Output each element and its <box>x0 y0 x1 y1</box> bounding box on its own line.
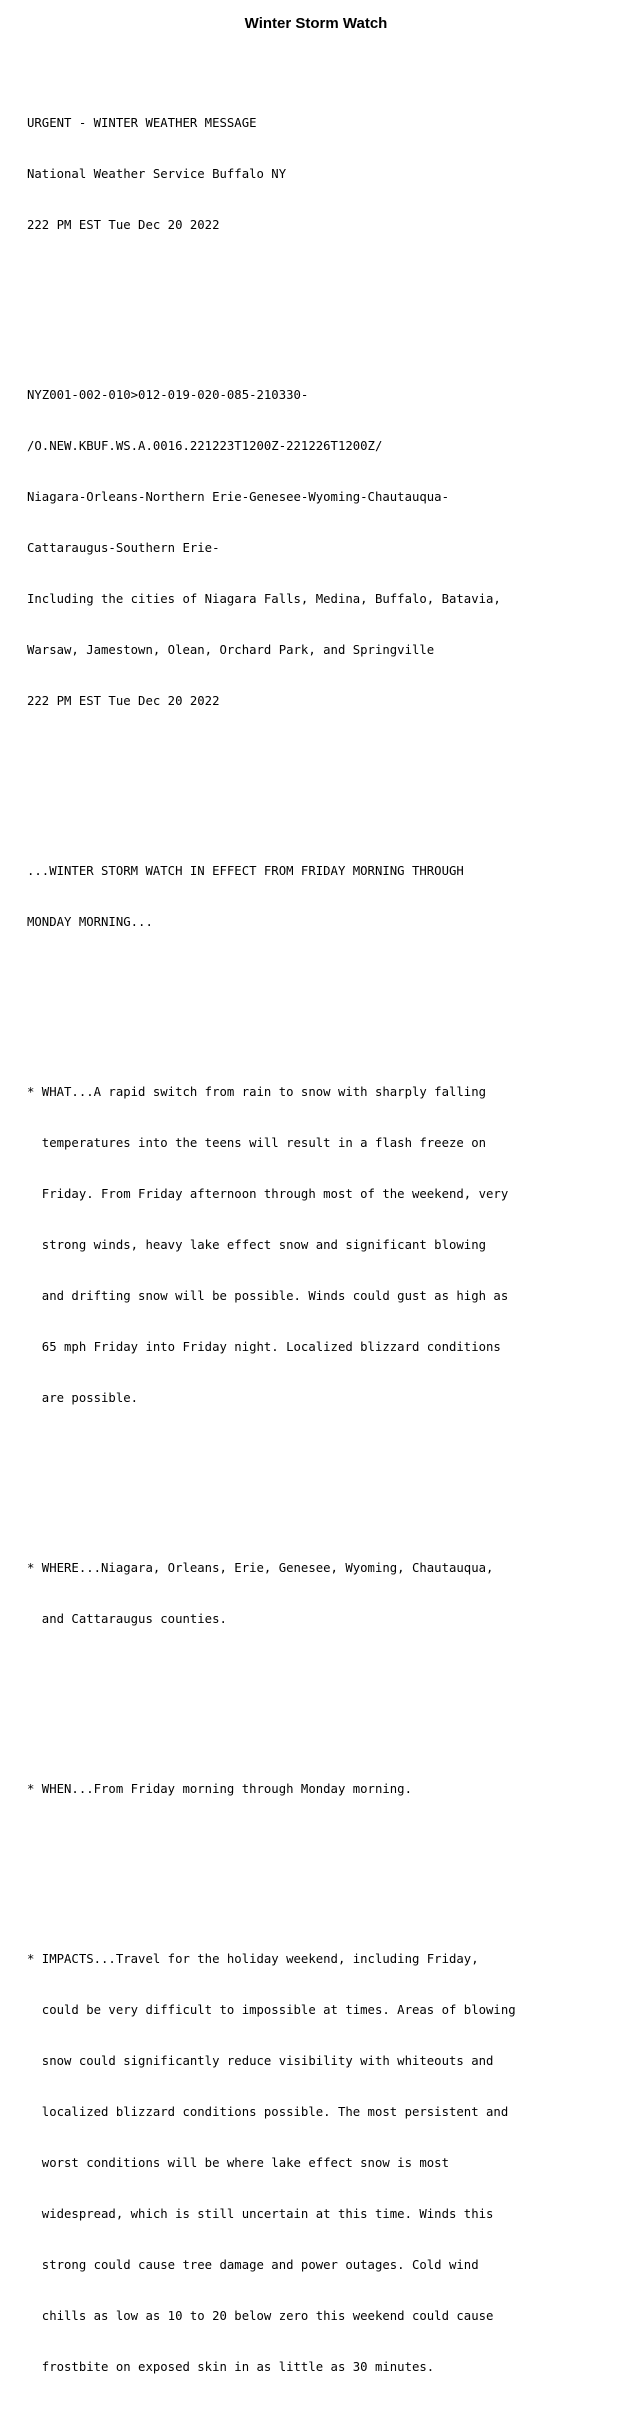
impacts-line: snow could significantly reduce visibility with whiteouts and <box>27 2054 494 2068</box>
zone-names-line: Niagara-Orleans-Northern Erie-Genesee-Wyoming-Chautauqua- <box>27 490 449 504</box>
bulletin-text <box>27 47 516 2427</box>
issuing-office-line: National Weather Service Buffalo NY <box>27 167 287 181</box>
when-section <box>27 1747 516 1832</box>
headline-line: MONDAY MORNING... <box>27 915 153 929</box>
what-line: 65 mph Friday into Friday night. Localized blizzard conditions <box>27 1340 501 1354</box>
zone-time-line: 222 PM EST Tue Dec 20 2022 <box>27 694 220 708</box>
spacer <box>27 1866 516 1883</box>
impacts-line: localized blizzard conditions possible. The most persistent and <box>27 2105 509 2119</box>
where-line: and Cattaraugus counties. <box>27 1612 227 1626</box>
impacts-line: strong could cause tree damage and power outages. Cold wind <box>27 2258 479 2272</box>
headline-line: ...WINTER STORM WATCH IN EFFECT FROM FRIDAY MORNING THROUGH <box>27 864 464 878</box>
where-section <box>27 1526 516 1662</box>
what-line: * WHAT...A rapid switch from rain to snow with sharply falling <box>27 1085 487 1099</box>
impacts-line: chills as low as 10 to 20 below zero this weekend could cause <box>27 2309 494 2323</box>
what-line: are possible. <box>27 1391 139 1405</box>
what-line: temperatures into the teens will result in a flash freeze on <box>27 1136 487 1150</box>
impacts-line: * IMPACTS...Travel for the holiday weekend, including Friday, <box>27 1952 479 1966</box>
where-line: * WHERE...Niagara, Orleans, Erie, Genesee, Wyoming, Chautauqua, <box>27 1561 494 1575</box>
spacer <box>27 302 516 319</box>
issue-time-line: 222 PM EST Tue Dec 20 2022 <box>27 218 220 232</box>
impacts-section <box>27 1917 516 2410</box>
message-type-line: URGENT - WINTER WEATHER MESSAGE <box>27 116 257 130</box>
zone-names-line: Cattaraugus-Southern Erie- <box>27 541 220 555</box>
headline-block <box>27 829 516 965</box>
what-line: strong winds, heavy lake effect snow and significant blowing <box>27 1238 487 1252</box>
impacts-line: worst conditions will be where lake effect snow is most <box>27 2156 449 2170</box>
spacer <box>27 999 516 1016</box>
what-section <box>27 1050 516 1441</box>
cities-line: Warsaw, Jamestown, Olean, Orchard Park, and Springville <box>27 643 435 657</box>
impacts-line: could be very difficult to impossible at times. Areas of blowing <box>27 2003 516 2017</box>
impacts-line: frostbite on exposed skin in as little as 30 minutes. <box>27 2360 435 2374</box>
cities-line: Including the cities of Niagara Falls, Medina, Buffalo, Batavia, <box>27 592 501 606</box>
spacer <box>27 1475 516 1492</box>
page-title: Winter Storm Watch <box>244 15 388 32</box>
ugc-code-line: NYZ001-002-010>012-019-020-085-210330- <box>27 388 309 402</box>
impacts-line: widespread, which is still uncertain at this time. Winds this <box>27 2207 494 2221</box>
spacer <box>27 1696 516 1713</box>
spacer <box>27 778 516 795</box>
what-line: and drifting snow will be possible. Winds could gust as high as <box>27 1289 509 1303</box>
zone-block <box>27 353 516 744</box>
message-header <box>27 81 516 268</box>
vtec-code-line: /O.NEW.KBUF.WS.A.0016.221223T1200Z-221226T1200Z/ <box>27 439 383 453</box>
what-line: Friday. From Friday afternoon through most of the weekend, very <box>27 1187 509 1201</box>
when-line: * WHEN...From Friday morning through Monday morning. <box>27 1782 412 1796</box>
